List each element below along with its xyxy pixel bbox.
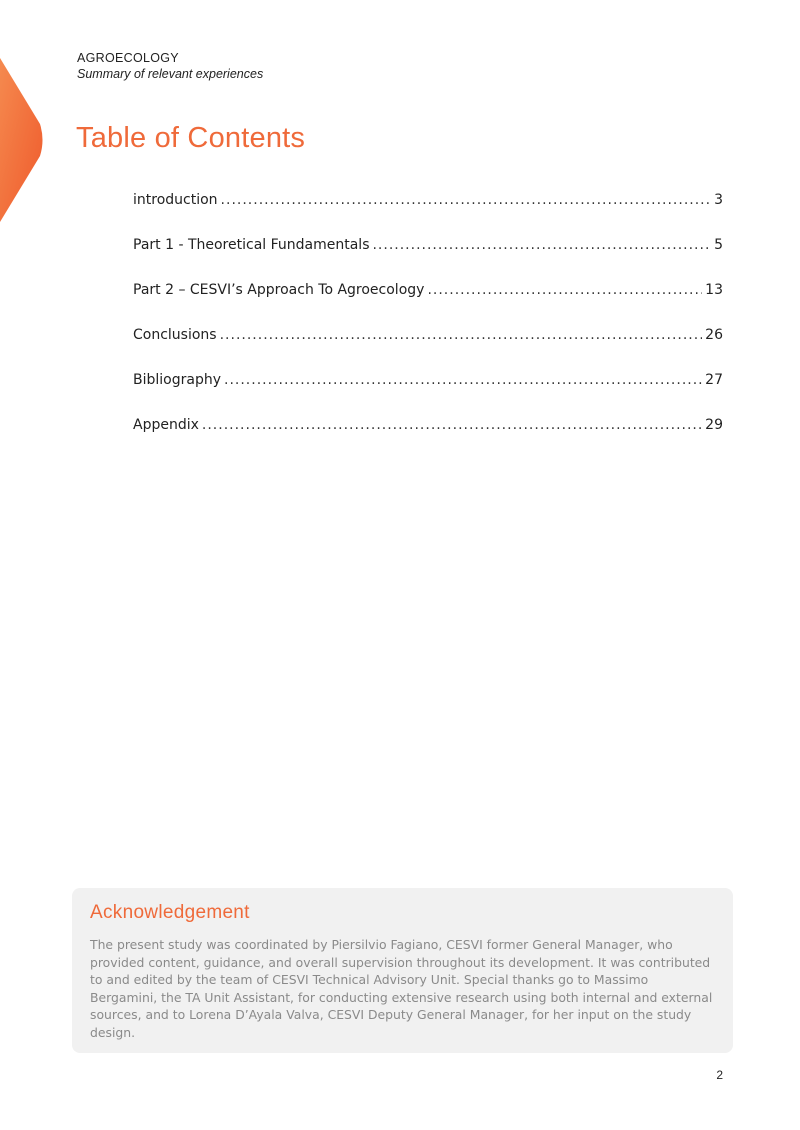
page-number: 2 <box>716 1068 723 1082</box>
toc-entry-page: 26 <box>705 327 723 343</box>
table-of-contents <box>133 192 723 462</box>
document-header <box>77 51 263 82</box>
acknowledgement-title: Acknowledgement <box>90 902 250 923</box>
toc-entry-page: 3 <box>714 192 723 208</box>
toc-entry-part-2[interactable] <box>133 282 723 327</box>
dot-leader <box>220 327 703 343</box>
toc-entry-introduction[interactable] <box>133 192 723 237</box>
acknowledgement-box <box>72 888 733 1053</box>
toc-entry-page: 27 <box>705 372 723 388</box>
toc-entry-bibliography[interactable] <box>133 372 723 417</box>
toc-entry-label: Bibliography <box>133 372 221 388</box>
toc-entry-page: 13 <box>705 282 723 298</box>
toc-entry-label: Appendix <box>133 417 199 433</box>
page-title: Table of Contents <box>76 122 306 154</box>
toc-entry-label: introduction <box>133 192 218 208</box>
header-subtitle: Summary of relevant experiences <box>77 67 264 81</box>
dot-leader <box>221 192 712 208</box>
acknowledgement-body: The present study was coordinated by Piersilvio Fagiano, CESVI former General Manager, who provided content, guidance, and overall supervision throughout its development. It was contributed to and edited by the team of CESVI Technical Advisory Unit. Special thanks go to Massimo Bergamini, the TA Unit Assistant, for conducting extensive research using both internal and external sources, and to Lorena D’Ayala Valva, CESVI Deputy General Manager, for her input on the study design. <box>90 937 713 1040</box>
toc-entry-page: 29 <box>705 417 723 433</box>
orange-chevron-decoration <box>0 58 46 222</box>
toc-entry-label: Part 1 - Theoretical Fundamentals <box>133 237 370 253</box>
toc-entry-conclusions[interactable] <box>133 327 723 372</box>
dot-leader <box>202 417 702 433</box>
toc-entry-page: 5 <box>714 237 723 253</box>
header-section: AGROECOLOGY <box>77 51 179 65</box>
toc-entry-part-1[interactable] <box>133 237 723 282</box>
toc-entry-label: Part 2 – CESVI’s Approach To Agroecology <box>133 282 425 298</box>
dot-leader <box>372 237 711 253</box>
toc-entry-appendix[interactable] <box>133 417 723 462</box>
toc-entry-label: Conclusions <box>133 327 217 343</box>
dot-leader <box>224 372 702 388</box>
dot-leader <box>427 282 702 298</box>
